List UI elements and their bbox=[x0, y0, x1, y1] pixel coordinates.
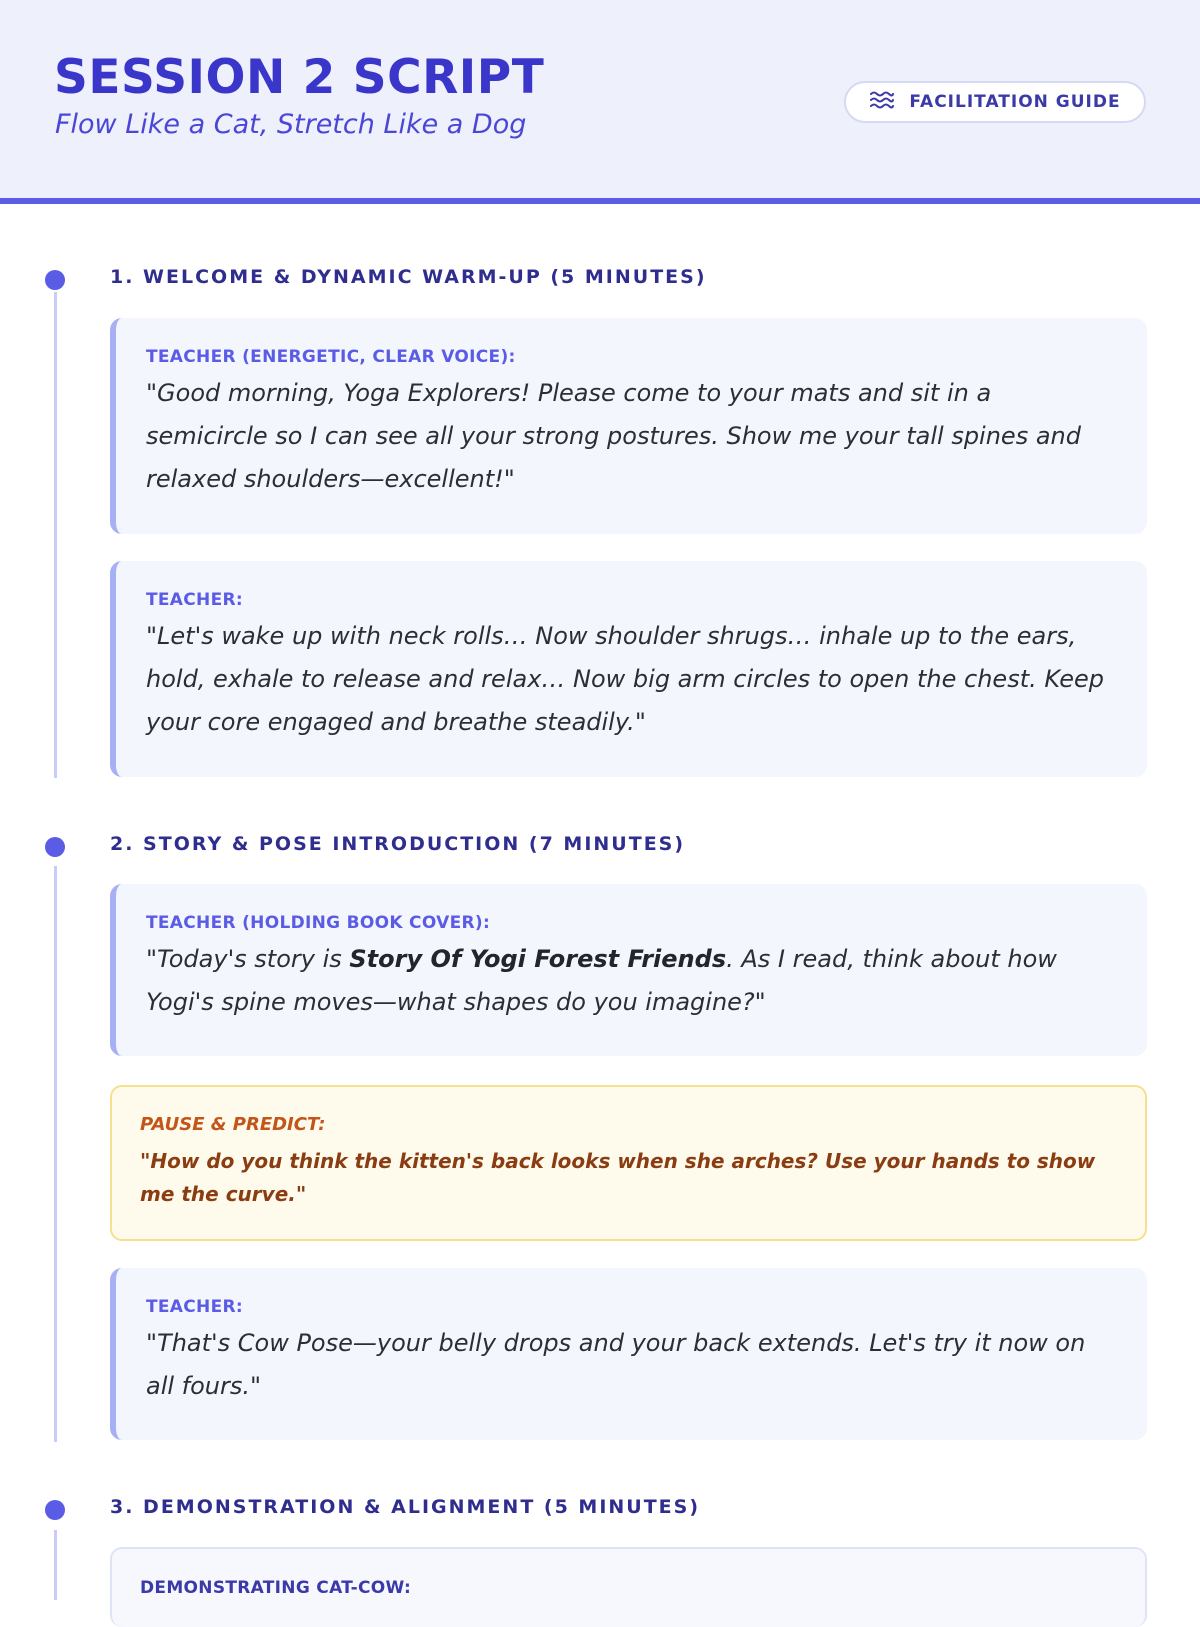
script-quote: "That's Cow Pose—your belly drops and your back extends. Let's try it now on all fours." bbox=[146, 1329, 1086, 1400]
teacher-script-card bbox=[110, 1268, 1147, 1440]
script-quote bbox=[146, 938, 1115, 1024]
page-header bbox=[0, 0, 1200, 204]
timeline-dot bbox=[45, 270, 65, 290]
timeline-dot bbox=[45, 837, 65, 857]
page-title: SESSION 2 SCRIPT bbox=[54, 50, 545, 105]
timeline-dot bbox=[45, 1500, 65, 1520]
timeline-line bbox=[54, 1530, 57, 1600]
pause-predict-callout bbox=[110, 1085, 1147, 1241]
book-title: Story Of Yogi Forest Friends bbox=[349, 945, 727, 973]
script-quote: "Good morning, Yoga Explorers! Please come to your mats and sit in a semicircle so I can see all your strong postures. Show me your tall spines and relaxed shoulders—excellent!" bbox=[146, 379, 1081, 493]
speaker-label: DEMONSTRATING CAT-COW: bbox=[140, 1578, 412, 1598]
teacher-script-card bbox=[110, 561, 1147, 777]
section-heading: 1. WELCOME & DYNAMIC WARM-UP (5 MINUTES) bbox=[110, 266, 707, 288]
section-heading: 3. DEMONSTRATION & ALIGNMENT (5 MINUTES) bbox=[110, 1496, 701, 1518]
facilitation-guide-button[interactable] bbox=[844, 81, 1146, 123]
facilitation-guide-label: FACILITATION GUIDE bbox=[909, 92, 1121, 112]
teacher-script-card bbox=[110, 318, 1147, 534]
speaker-label: TEACHER (ENERGETIC, CLEAR VOICE): bbox=[146, 347, 516, 367]
speaker-label: TEACHER (HOLDING BOOK COVER): bbox=[146, 913, 491, 933]
section-heading: 2. STORY & POSE INTRODUCTION (7 MINUTES) bbox=[110, 833, 686, 855]
teacher-script-card bbox=[110, 884, 1147, 1056]
callout-text: "How do you think the kitten's back looks when she arches? Use your hands to show me the curve." bbox=[140, 1149, 1096, 1206]
waves-icon bbox=[869, 90, 895, 115]
demonstration-card bbox=[110, 1547, 1147, 1627]
quote-text: "Today's story is bbox=[146, 945, 350, 973]
quote-text: . As I read, think about how Yogi's spine moves—what shapes do you imagine?" bbox=[146, 945, 1057, 1016]
timeline-line bbox=[54, 866, 57, 1442]
script-quote: "Let's wake up with neck rolls… Now shoulder shrugs… inhale up to the ears, hold, exhale to release and relax… Now big arm circles to open the chest. Keep your core engaged and breathe steadily." bbox=[146, 622, 1105, 736]
speaker-label: TEACHER: bbox=[146, 1297, 243, 1317]
timeline-line bbox=[54, 292, 57, 778]
page-subtitle: Flow Like a Cat, Stretch Like a Dog bbox=[55, 109, 527, 140]
callout-label: PAUSE & PREDICT: bbox=[140, 1114, 326, 1135]
speaker-label: TEACHER: bbox=[146, 590, 243, 610]
